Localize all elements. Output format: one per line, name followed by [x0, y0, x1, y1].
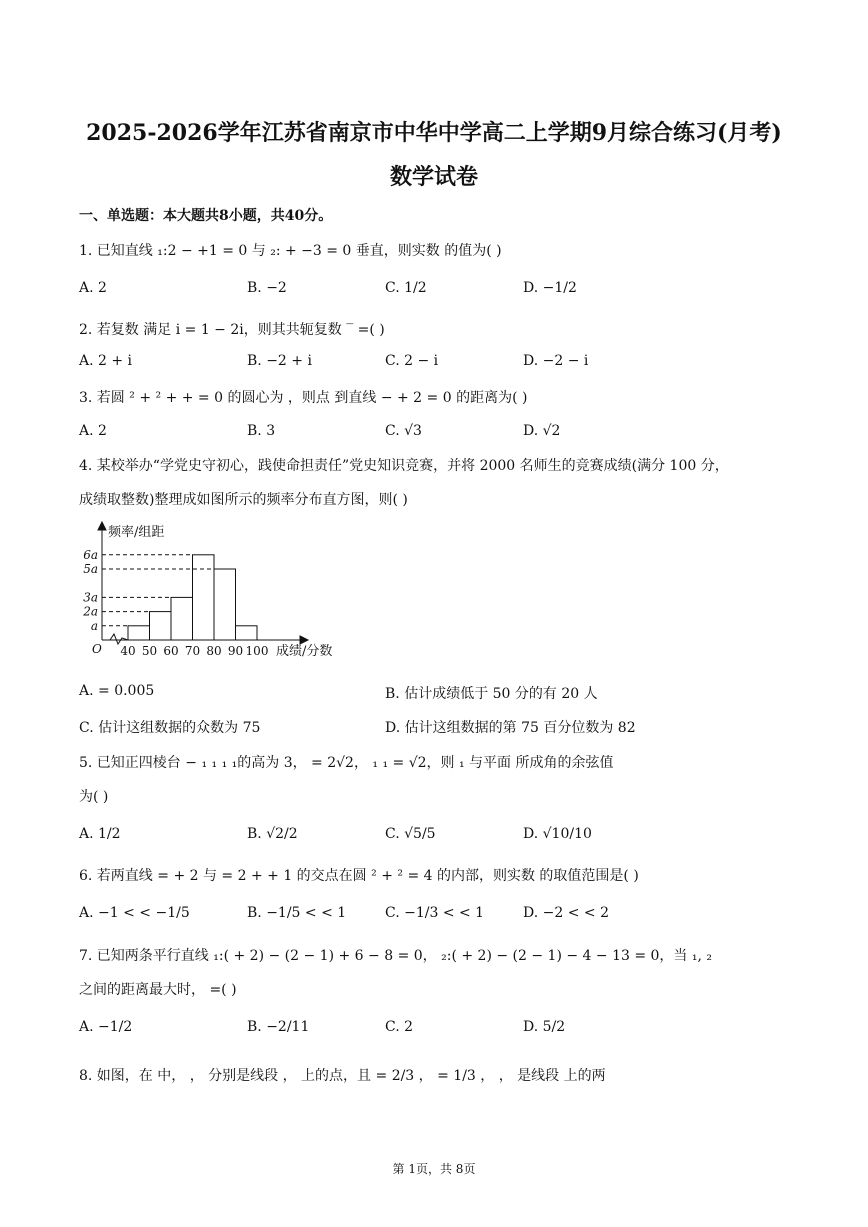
- question-7-option-b: B. −2/11: [247, 1019, 310, 1035]
- question-1-option-a: A. 2: [79, 280, 107, 296]
- question-5-option-c: C. √5/5: [385, 826, 436, 842]
- x-tick-label: 50: [141, 644, 158, 658]
- question-7-option-a: A. −1/2: [79, 1019, 133, 1035]
- x-tick-label: 40: [120, 644, 136, 658]
- y-tick-label: 2a: [83, 604, 98, 619]
- y-axis-arrow: [98, 522, 106, 530]
- question-3-stem: 3. 若圆 ² + ² + + = 0 的圆心为 ，则点 到直线 − + 2 = 0 的距离为( ): [79, 390, 528, 406]
- question-4-stem-line2: 成绩取整数)整理成如图所示的频率分布直方图，则( ): [79, 492, 408, 508]
- y-axis-title: 频率/组距: [108, 525, 165, 540]
- question-2-option-a: A. 2 + i: [79, 353, 133, 369]
- x-tick-label: 80: [206, 644, 222, 658]
- page-subtitle: 数学试卷: [389, 164, 478, 190]
- question-5-option-a: A. 1/2: [79, 826, 121, 842]
- histogram-bar: [236, 626, 258, 640]
- question-4-option-c: C. 估计这组数据的众数为 75: [79, 720, 261, 736]
- question-3-option-b: B. 3: [247, 423, 276, 439]
- histogram-bar: [128, 626, 150, 640]
- question-2-stem: 2. 若复数 满足 i = 1 − 2i，则其共轭复数 ‾ =( ): [79, 322, 385, 338]
- y-tick-label: 3a: [83, 590, 98, 605]
- question-2-option-c: C. 2 − i: [385, 353, 439, 369]
- x-axis-title: 成绩/分数: [276, 644, 333, 659]
- question-3-option-a: A. 2: [79, 423, 107, 439]
- question-4-option-b: B. 估计成绩低于 50 分的有 20 人: [385, 686, 598, 702]
- x-tick-label: 90: [227, 644, 244, 658]
- question-1-option-c: C. 1/2: [385, 280, 427, 296]
- x-tick-label: 70: [184, 644, 201, 658]
- y-tick-label: 5a: [83, 562, 98, 576]
- question-5-stem-line1: 5. 已知正四棱台 − ₁ ₁ ₁ ₁的高为 3， = 2√2， ₁ ₁ = √2，则 ₁ 与平面 所成角的余弦值: [79, 755, 614, 771]
- origin-label: O: [92, 642, 102, 656]
- x-axis-arrow: [300, 636, 308, 644]
- question-7-stem-line1: 7. 已知两条平行直线 ₁:( + 2) − (2 − 1) + 6 − 8 = 0， ₂:( + 2) − (2 − 1) − 4 − 13 = 0，当 ₁, ₂: [79, 948, 713, 964]
- question-2-option-d: D. −2 − i: [523, 353, 589, 369]
- page-footer: 第 1页，共 8页: [392, 1162, 476, 1176]
- question-3-option-c: C. √3: [385, 423, 422, 439]
- histogram-bar: [193, 555, 215, 640]
- question-6-stem: 6. 若两直线 = + 2 与 = 2 + + 1 的交点在圆 ² + ² = 4 的内部，则实数 的取值范围是( ): [79, 868, 639, 884]
- frequency-histogram: [78, 520, 358, 665]
- question-2-option-b: B. −2 + i: [247, 353, 312, 369]
- question-4-option-d: D. 估计这组数据的第 75 百分位数为 82: [385, 720, 636, 736]
- question-6-option-c: C. −1/3 < < 1: [385, 905, 485, 921]
- histogram-bar: [171, 597, 193, 640]
- question-7-option-d: D. 5/2: [523, 1019, 566, 1035]
- y-tick-label: 6a: [83, 547, 98, 562]
- question-4-stem-line1: 4. 某校举办“学党史守初心，践使命担责任”党史知识竞赛，并将 2000 名师生的竞赛成绩(满分 100 分，: [79, 458, 729, 474]
- histogram-bar: [214, 569, 236, 640]
- page-title: 2025-2026学年江苏省南京市中华中学高二上学期9月综合练习(月考): [86, 120, 782, 146]
- question-5-option-b: B. √2/2: [247, 826, 298, 842]
- question-7-option-c: C. 2: [385, 1019, 414, 1035]
- y-tick-label: a: [90, 618, 98, 633]
- question-6-option-a: A. −1 < < −1/5: [79, 905, 190, 921]
- x-tick-label: 100: [245, 644, 269, 658]
- question-4-option-a: A. = 0.005: [79, 683, 155, 699]
- question-6-option-b: B. −1/5 < < 1: [247, 905, 347, 921]
- x-tick-label: 60: [163, 644, 179, 658]
- histogram-bar: [150, 612, 172, 640]
- question-5-option-d: D. √10/10: [523, 826, 592, 842]
- question-5-stem-line2: 为( ): [79, 789, 109, 805]
- question-1-option-d: D. −1/2: [523, 280, 577, 296]
- question-7-stem-line2: 之间的距离最大时， =( ): [79, 982, 237, 998]
- section-header: 一、单选题：本大题共8小题，共40分。: [79, 208, 333, 224]
- question-1-option-b: B. −2: [247, 280, 287, 296]
- question-8-stem: 8. 如图，在 中， ， 分别是线段 ， 上的点，且 = 2/3 ， = 1/3 ， ， 是线段 上的两: [79, 1068, 606, 1084]
- question-3-option-d: D. √2: [523, 423, 561, 439]
- axis-break: [110, 634, 128, 644]
- question-6-option-d: D. −2 < < 2: [523, 905, 609, 921]
- question-1-stem: 1. 已知直线 ₁:2 − +1 = 0 与 ₂: + −3 = 0 垂直，则实数 的值为( ): [79, 243, 502, 259]
